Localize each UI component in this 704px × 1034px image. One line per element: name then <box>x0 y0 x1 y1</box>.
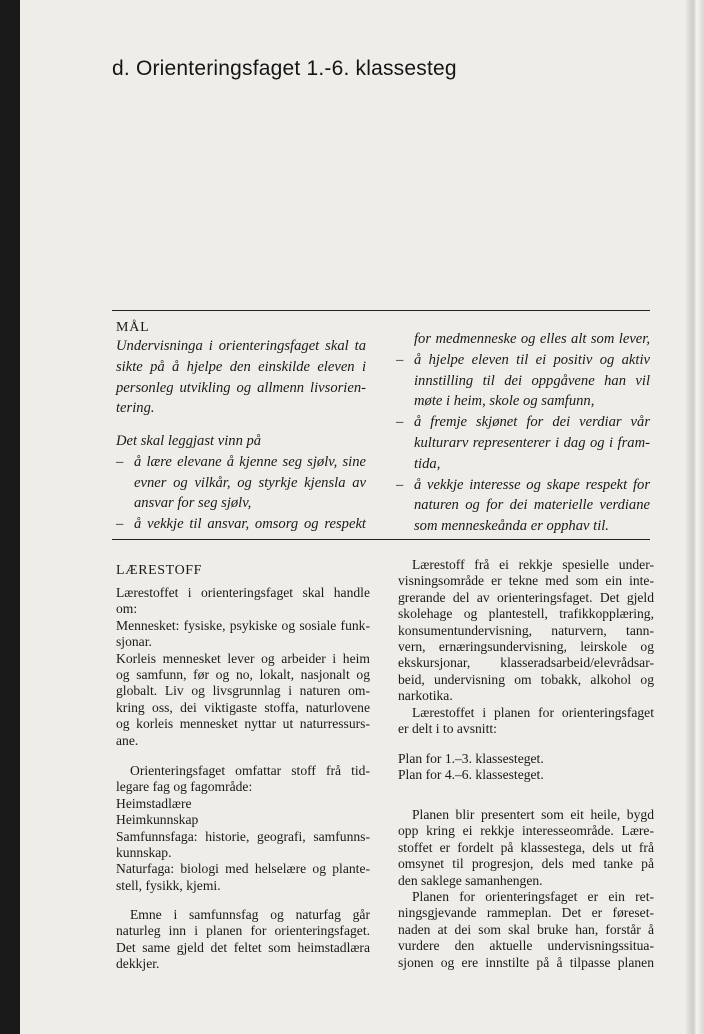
dash-bullet: – <box>396 351 404 368</box>
laerestoff-label: LÆRESTOFF <box>116 563 203 578</box>
line-text: som menneskeånda er opphav til. <box>414 518 609 535</box>
line-text: Mennesket: fysiske, psykiske og sosiale funk- <box>116 617 370 633</box>
line-text: tering. <box>116 400 155 417</box>
text-line <box>116 716 370 732</box>
text-line <box>396 329 650 350</box>
text-line <box>116 398 366 419</box>
line-text: for medmenneske og elles alt som lever, <box>414 331 650 347</box>
text-line <box>398 856 654 872</box>
text-line <box>116 651 370 667</box>
text-line <box>398 823 654 839</box>
line-text: stell, fysikk, kjemi. <box>116 877 221 893</box>
text-line <box>396 433 650 454</box>
text-line <box>396 350 650 371</box>
line-text: naden at dei som skal bruke han, forstår å <box>398 921 654 937</box>
line-text: vern, ernæringsundervisning, leirskole og <box>398 639 654 655</box>
line-text: å hjelpe eleven til ei positiv og aktiv <box>414 351 650 368</box>
text-line <box>116 700 370 716</box>
line-text: Lærestoff frå ei rekkje spesielle under- <box>412 557 654 572</box>
text-line <box>398 590 654 606</box>
text-line <box>398 606 654 622</box>
text-line <box>116 667 370 683</box>
line-text: om: <box>116 601 138 617</box>
text-line <box>116 634 370 650</box>
line-text: Korleis mennesket lever og arbeider i heim <box>116 650 370 666</box>
text-line <box>398 705 654 721</box>
line-text: Samfunnsfaga: historie, geografi, samfunns- <box>116 828 370 844</box>
text-line <box>116 923 370 939</box>
text-line <box>396 475 650 496</box>
line-text: Heimstadlære <box>116 795 192 811</box>
line-text: grerande del av orienteringsfaget. Det gjeld <box>398 589 654 605</box>
line-text: møte i heim, skole og samfunn, <box>414 393 595 410</box>
text-line <box>116 829 370 845</box>
line-text: Emne i samfunnsfag og naturfag går <box>130 907 370 922</box>
text-line <box>116 956 370 972</box>
line-text: tida, <box>414 455 441 472</box>
text-line <box>116 845 370 861</box>
text-line <box>116 336 366 357</box>
line-text: naturleg inn i planen for orienteringsfaget. <box>116 923 370 939</box>
text-line <box>116 473 366 494</box>
mal-right-column <box>396 329 650 537</box>
text-line <box>398 922 654 938</box>
top-rule <box>112 310 650 311</box>
line-text: Naturfaga: biologi med helselære og plante- <box>116 861 370 877</box>
laerestoff-right-column-3 <box>398 807 654 971</box>
text-line <box>116 585 370 601</box>
text-line <box>398 873 654 889</box>
line-text: globalt. Liv og livsgrunnlag i naturen om- <box>116 683 370 699</box>
dash-bullet: – <box>116 516 124 533</box>
text-line <box>396 371 650 392</box>
line-text: å vekkje interesse og skape respekt for <box>414 476 650 493</box>
line-text: Det same gjeld det feltet som heimstadlæra <box>116 939 370 955</box>
text-line <box>116 431 366 452</box>
text-line <box>398 889 654 905</box>
line-text: å vekkje til ansvar, omsorg og respekt <box>134 516 366 533</box>
line-text: dekkjer. <box>116 956 160 972</box>
line-text: Det skal leggjast vinn på <box>116 433 262 449</box>
line-text: skolehage og plantestell, trafikkopplæring, <box>398 606 654 622</box>
text-line <box>396 495 650 516</box>
line-text: er delt i to avsnitt: <box>398 721 497 737</box>
text-line <box>116 796 370 812</box>
text-line <box>116 452 366 473</box>
line-text: Lærestoffet i orienteringsfaget skal handle <box>116 585 370 600</box>
dash-bullet: – <box>396 476 404 493</box>
line-text: sjonar. <box>116 634 152 650</box>
text-line <box>116 861 370 877</box>
line-text: å lære elevane å kjenne seg sjølv, sine <box>134 453 366 470</box>
line-text: Heimkunnskap <box>116 812 199 828</box>
text-line <box>116 878 370 894</box>
mal-left-column-2 <box>116 431 366 535</box>
laerestoff-left-column-2 <box>116 763 370 894</box>
text-line <box>398 721 654 737</box>
text-line <box>398 623 654 639</box>
line-text: sikte på å hjelpe den einskilde eleven i <box>116 358 366 375</box>
line-text: Plan for 4.–6. klassesteget. <box>398 767 544 783</box>
text-line <box>398 905 654 921</box>
line-text: Planen blir presentert som eit heile, bygd <box>412 807 654 822</box>
line-text: Undervisninga i orienteringsfaget skal ta <box>116 338 366 354</box>
text-line <box>398 767 654 783</box>
text-line <box>398 639 654 655</box>
dash-bullet: – <box>396 414 404 431</box>
line-text: personleg utvikling og allmenn livsorien- <box>116 379 366 396</box>
line-text: vurdere den aktuelle undervisningssitua- <box>398 938 654 954</box>
text-line <box>116 779 370 795</box>
line-text: og samfunn, før og no, lokalt, nasjonalt og <box>116 667 370 683</box>
line-text: Lærestoffet i planen for orienteringsfaget <box>412 704 654 720</box>
line-text: innstilling til dei oppgåvene han vil <box>414 372 650 389</box>
line-text: opp kring ei rekkje interesseområde. Lære- <box>398 823 654 839</box>
line-text: Planen for orienteringsfaget er ein ret- <box>412 889 654 905</box>
line-text: konsumentundervisning, naturvern, tann- <box>398 622 654 638</box>
dash-bullet: – <box>116 453 124 470</box>
text-line <box>116 601 370 617</box>
line-text: ansvar for seg sjølv, <box>134 495 252 512</box>
text-line <box>398 938 654 954</box>
mal-label: MÅL <box>116 320 150 335</box>
text-line <box>398 655 654 671</box>
line-text: omsynet til progresjon, dels med tanke på <box>398 856 654 872</box>
text-line <box>398 840 654 856</box>
line-text: kring oss, dei viktigaste stoffa, naturlovene <box>116 699 370 715</box>
line-text: ekskursjonar, klasseradsarbeid/elevrådsar- <box>398 655 654 671</box>
text-line <box>398 672 654 688</box>
text-line <box>116 940 370 956</box>
line-text: evner og vilkår, og styrkje kjensla av <box>134 474 366 491</box>
line-text: narkotika. <box>398 688 453 704</box>
text-line <box>116 378 366 399</box>
text-line <box>116 357 366 378</box>
line-text: og korleis mennesket nyttar ut naturressurs- <box>116 716 370 732</box>
text-line <box>116 514 366 535</box>
line-text: stoffet er fordelt på klassestega, dels ut frå <box>398 839 654 855</box>
text-line <box>398 573 654 589</box>
text-line <box>116 763 370 779</box>
laerestoff-right-column-2 <box>398 751 654 784</box>
line-text: å fremje skjønet for dei verdiar vår <box>414 414 650 431</box>
mal-left-column <box>116 336 366 419</box>
laerestoff-right-column <box>398 557 654 737</box>
line-text: kulturarv representerer i dag og i fram- <box>414 434 650 451</box>
text-line <box>398 955 654 971</box>
line-text: Plan for 1.–3. klassesteget. <box>398 751 544 766</box>
text-line <box>398 807 654 823</box>
laerestoff-left-column-3 <box>116 907 370 973</box>
line-text: naturen og for dei materielle verdiane <box>414 497 650 514</box>
line-text: beid, undervisning om tobakk, alkohol og <box>398 671 654 687</box>
text-line <box>116 733 370 749</box>
line-text: visningsområde er tekne med som ein inte- <box>398 573 654 589</box>
text-line <box>396 412 650 433</box>
text-line <box>116 618 370 634</box>
text-line <box>398 688 654 704</box>
line-text: kunnskap. <box>116 845 172 861</box>
text-line <box>398 751 654 767</box>
text-line <box>396 454 650 475</box>
text-line <box>116 812 370 828</box>
text-line <box>116 683 370 699</box>
laerestoff-left-column <box>116 585 370 749</box>
bottom-rule <box>112 539 650 540</box>
text-line <box>116 907 370 923</box>
line-text: den saklege samanhengen. <box>398 872 543 888</box>
line-text: ningsgjevande rammeplan. Det er føreset- <box>398 905 654 921</box>
text-line <box>398 557 654 573</box>
page-edge <box>686 0 704 1034</box>
text-line <box>396 391 650 412</box>
section-heading: d. Orienteringsfaget 1.-6. klassesteg <box>112 57 457 80</box>
line-text: Orienteringsfaget omfattar stoff frå tid- <box>130 763 370 778</box>
line-text: legare fag og fagområde: <box>116 779 253 795</box>
text-line <box>396 516 650 537</box>
text-line <box>116 493 366 514</box>
line-text: sjonen og ere innstilte på å tilpasse planen <box>398 954 654 970</box>
line-text: ane. <box>116 732 139 748</box>
